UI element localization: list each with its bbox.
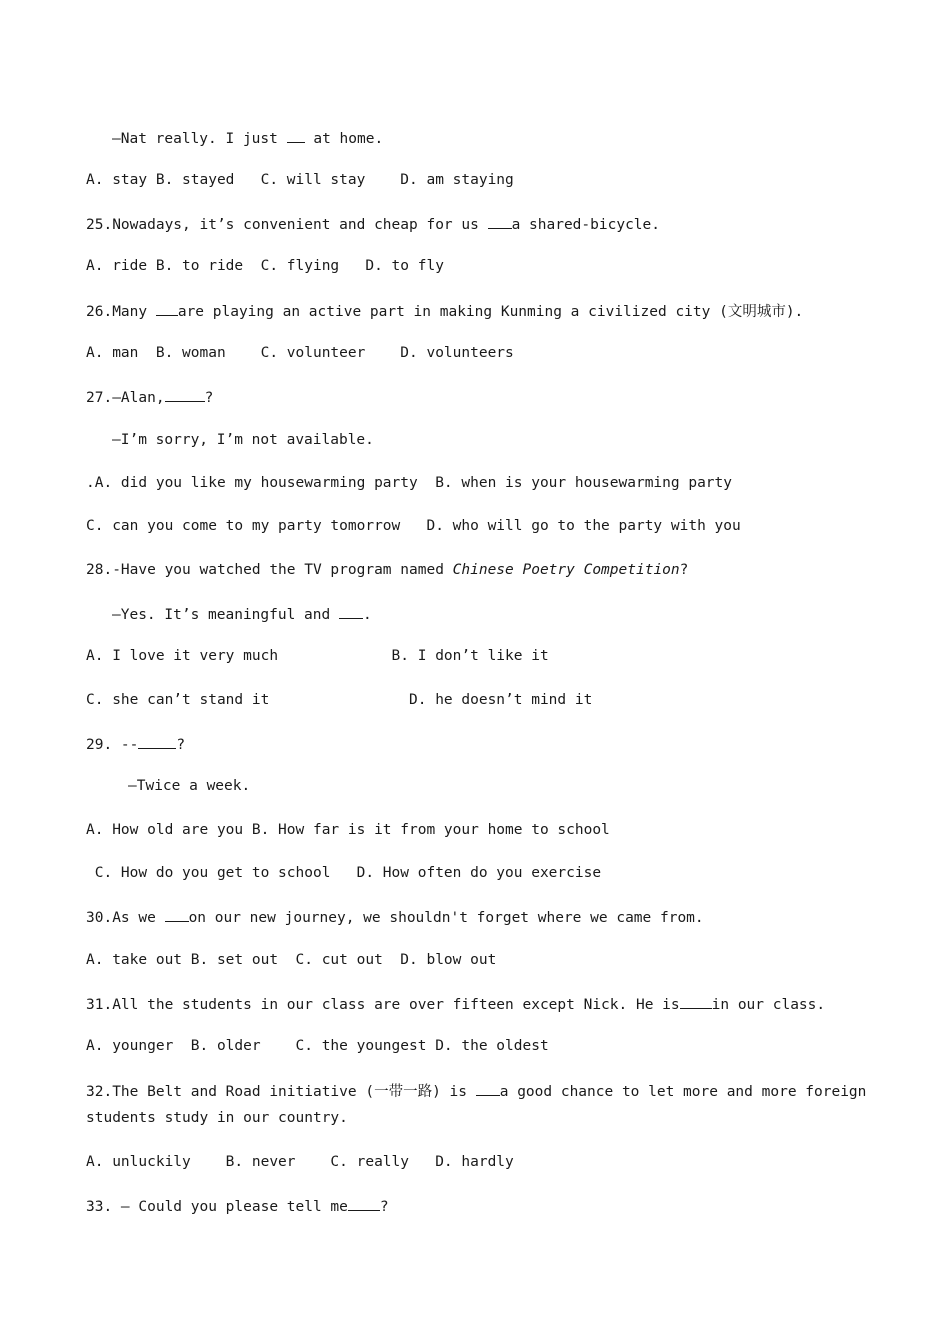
question-29: 29. -- ? [86,734,185,754]
options-line: A. man B. woman C. volunteer D. volunteers [86,345,514,361]
question-33: 33. — Could you please tell me ? [86,1196,389,1216]
options-line: A. ride B. to ride C. flying D. to fly [86,258,444,274]
question-32-continued: students study in our country. [86,1110,348,1126]
question-25: 25.Nowadays, it’s convenient and cheap for us a shared-bicycle. [86,214,660,234]
options-line: A. stay B. stayed C. will stay D. am staying [86,172,514,188]
options-line: .A. did you like my housewarming party B. when is your housewarming party [86,475,733,491]
options-line: C. How do you get to school D. How often do you exercise [86,865,602,881]
question-30: 30.As we on our new journey, we shouldn't forget where we came from. [86,907,704,927]
answer-blank [165,907,189,922]
options-line: A. I love it very much B. I don’t like it [86,648,549,664]
answer-blank [287,128,305,143]
options-line: C. she can’t stand it D. he doesn’t mind it [86,692,593,708]
dialogue-line: —Twice a week. [128,778,251,794]
question-31: 31.All the students in our class are over fifteen except Nick. He is in our class. [86,994,825,1014]
answer-blank [156,301,178,316]
answer-blank [348,1196,380,1211]
answer-blank [165,387,205,402]
dialogue-line: —Yes. It’s meaningful and . [112,604,372,624]
options-line: A. younger B. older C. the youngest D. the oldest [86,1038,549,1054]
answer-blank [680,994,712,1009]
dialogue-line: —Nat really. I just at home. [112,128,383,148]
question-28: 28.-Have you watched the TV program named Chinese Poetry Competition? [86,562,689,578]
answer-blank [476,1081,500,1096]
answer-blank [488,214,512,229]
answer-blank [138,734,176,749]
options-line: C. can you come to my party tomorrow D. who will go to the party with you [86,518,741,534]
options-line: A. take out B. set out C. cut out D. blow out [86,952,497,968]
dialogue-line: —I’m sorry, I’m not available. [112,432,374,448]
question-32: 32.The Belt and Road initiative (一带一路) is a good chance to let more and more foreign [86,1081,866,1101]
program-title: Chinese Poetry Competition [452,562,680,578]
question-26: 26.Many are playing an active part in making Kunming a civilized city (文明城市). [86,301,803,321]
options-line: A. How old are you B. How far is it from your home to school [86,822,610,838]
answer-blank [339,604,363,619]
question-27: 27.—Alan, ? [86,387,213,407]
options-line: A. unluckily B. never C. really D. hardly [86,1154,514,1170]
